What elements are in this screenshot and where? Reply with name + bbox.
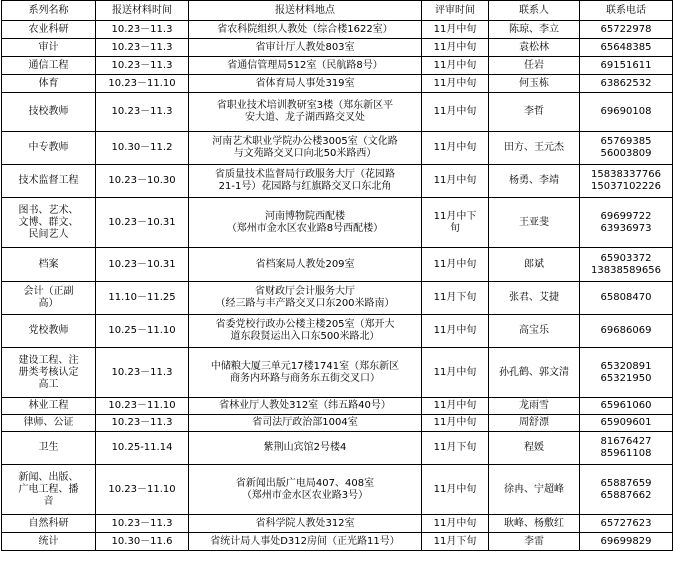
- phone-cell: 81676427 85961108: [580, 432, 673, 465]
- series-cell: 党校教师: [2, 315, 96, 348]
- table-row: [2, 465, 673, 515]
- phone-cell: 69686069: [580, 315, 673, 348]
- submit-place-cell: 省统计局人事处D312房间（正光路11号）: [189, 533, 422, 551]
- series-cell: 自然科研: [2, 515, 96, 533]
- submit-place-cell: 省通信管理局512室（民航路8号）: [189, 57, 422, 75]
- review-time-cell: 11月中旬: [422, 315, 489, 348]
- contact-cell: 陈琼、李立: [489, 21, 580, 39]
- contact-cell: 杨勇、李靖: [489, 165, 580, 198]
- header-series: 系列名称: [2, 1, 96, 21]
- table-row: [2, 533, 673, 551]
- submit-place-cell: 省林业厅人教处312室（纬五路40号）: [189, 398, 422, 415]
- contact-cell: 龙雨雪: [489, 398, 580, 415]
- table-row: [2, 248, 673, 282]
- submit-time-cell: 10.23－11.3: [96, 515, 189, 533]
- series-cell: 通信工程: [2, 57, 96, 75]
- submit-time-cell: 10.30－11.6: [96, 533, 189, 551]
- submit-time-cell: 10.23－11.3: [96, 348, 189, 398]
- phone-cell: 15838337766 15037102226: [580, 165, 673, 198]
- series-cell: 农业科研: [2, 21, 96, 39]
- series-cell: 新闻、出版、 广电工程、播 音: [2, 465, 96, 515]
- submit-time-cell: 10.23－11.3: [96, 93, 189, 132]
- table-row: [2, 132, 673, 165]
- series-cell: 律师、公证: [2, 415, 96, 432]
- table-row: [2, 315, 673, 348]
- table-row: [2, 432, 673, 465]
- contact-cell: 张君、艾捷: [489, 282, 580, 315]
- header-row: [2, 1, 673, 21]
- contact-cell: 田方、王元杰: [489, 132, 580, 165]
- contact-cell: 李哲: [489, 93, 580, 132]
- review-time-cell: 11月中旬: [422, 415, 489, 432]
- review-time-cell: 11月中旬: [422, 75, 489, 93]
- review-time-cell: 11月中旬: [422, 398, 489, 415]
- submit-time-cell: 11.10－11.25: [96, 282, 189, 315]
- submit-place-cell: 省科学院人教处312室: [189, 515, 422, 533]
- review-time-cell: 11月中旬: [422, 515, 489, 533]
- phone-cell: 65808470: [580, 282, 673, 315]
- contact-cell: 孙孔鹤、郭文清: [489, 348, 580, 398]
- series-cell: 档案: [2, 248, 96, 282]
- series-cell: 审计: [2, 39, 96, 57]
- submit-time-cell: 10.23－11.3: [96, 39, 189, 57]
- review-schedule-table: [1, 0, 673, 551]
- submit-place-cell: 省委党校行政办公楼主楼205室（郑开大 道东段贤运出入口东500米路北）: [189, 315, 422, 348]
- submit-place-cell: 省审计厅人教处803室: [189, 39, 422, 57]
- table-row: [2, 93, 673, 132]
- series-cell: 统计: [2, 533, 96, 551]
- series-cell: 卫生: [2, 432, 96, 465]
- submit-place-cell: 河南艺术职业学院办公楼3005室（文化路 与文苑路交叉口向北50米路西）: [189, 132, 422, 165]
- submit-time-cell: 10.23－11.10: [96, 398, 189, 415]
- phone-cell: 65887659 65887662: [580, 465, 673, 515]
- table-row: [2, 21, 673, 39]
- contact-cell: 周舒漂: [489, 415, 580, 432]
- submit-place-cell: 河南博物院西配楼 （郑州市金水区农业路8号西配楼）: [189, 198, 422, 248]
- submit-time-cell: 10.23－10.30: [96, 165, 189, 198]
- submit-place-cell: 省财政厅会计服务大厅 （经三路与丰产路交叉口东200米路南）: [189, 282, 422, 315]
- header-contact: 联系人: [489, 1, 580, 21]
- table-row: [2, 348, 673, 398]
- phone-cell: 69151611: [580, 57, 673, 75]
- table-row: [2, 57, 673, 75]
- phone-cell: 65320891 65321950: [580, 348, 673, 398]
- table-row: [2, 39, 673, 57]
- phone-cell: 65769385 56003809: [580, 132, 673, 165]
- header-review-time: 评审时间: [422, 1, 489, 21]
- series-cell: 体育: [2, 75, 96, 93]
- phone-cell: 65903372 13838589656: [580, 248, 673, 282]
- contact-cell: 程媛: [489, 432, 580, 465]
- submit-time-cell: 10.23－10.31: [96, 248, 189, 282]
- review-time-cell: 11月中旬: [422, 21, 489, 39]
- table-row: [2, 75, 673, 93]
- table-body: [2, 21, 673, 551]
- submit-time-cell: 10.23－11.3: [96, 21, 189, 39]
- review-time-cell: 11月中旬: [422, 465, 489, 515]
- table-row: [2, 415, 673, 432]
- series-cell: 技术监督工程: [2, 165, 96, 198]
- phone-cell: 69690108: [580, 93, 673, 132]
- submit-place-cell: 省农科院组织人教处（综合楼1622室）: [189, 21, 422, 39]
- series-cell: 图书、艺术、 文博、群文、 民间艺人: [2, 198, 96, 248]
- review-time-cell: 11月中旬: [422, 165, 489, 198]
- contact-cell: 耿峰、杨敷红: [489, 515, 580, 533]
- series-cell: 林业工程: [2, 398, 96, 415]
- header-submit-place: 报送材料地点: [189, 1, 422, 21]
- contact-cell: 郎斌: [489, 248, 580, 282]
- review-time-cell: 11月中旬: [422, 348, 489, 398]
- table-row: [2, 398, 673, 415]
- contact-cell: 李雷: [489, 533, 580, 551]
- submit-place-cell: 省新闻出版广电局407、408室 （郑州市金水区农业路3号）: [189, 465, 422, 515]
- submit-place-cell: 省质量技术监督局行政服务大厅（花园路 21-1号）花园路与红旗路交叉口东北角: [189, 165, 422, 198]
- review-time-cell: 11月中旬: [422, 39, 489, 57]
- submit-place-cell: 省档案局人教处209室: [189, 248, 422, 282]
- submit-time-cell: 10.23－10.31: [96, 198, 189, 248]
- header-phone: 联系电话: [580, 1, 673, 21]
- submit-time-cell: 10.23－11.3: [96, 57, 189, 75]
- submit-place-cell: 省司法厅政治部1004室: [189, 415, 422, 432]
- phone-cell: 65722978: [580, 21, 673, 39]
- table-row: [2, 515, 673, 533]
- table-row: [2, 282, 673, 315]
- review-time-cell: 11月中旬: [422, 57, 489, 75]
- submit-time-cell: 10.25-11.14: [96, 432, 189, 465]
- table-row: [2, 198, 673, 248]
- phone-cell: 65727623: [580, 515, 673, 533]
- header-submit-time: 报送材料时间: [96, 1, 189, 21]
- phone-cell: 69699722 63936973: [580, 198, 673, 248]
- contact-cell: 高宝乐: [489, 315, 580, 348]
- submit-time-cell: 10.23－11.3: [96, 415, 189, 432]
- series-cell: 会计（正副 高）: [2, 282, 96, 315]
- submit-place-cell: 中储粮大厦三单元17楼1741室（郑东新区 商务内环路与商务东五街交叉口）: [189, 348, 422, 398]
- phone-cell: 65909601: [580, 415, 673, 432]
- contact-cell: 徐冉、宁超峰: [489, 465, 580, 515]
- review-time-cell: 11月中旬: [422, 93, 489, 132]
- review-time-cell: 11月中下 旬: [422, 198, 489, 248]
- submit-time-cell: 10.23－11.10: [96, 75, 189, 93]
- submit-place-cell: 省职业技术培训教研室3楼（郑东新区平 安大道、龙子湖西路交叉处: [189, 93, 422, 132]
- contact-cell: 王亚斐: [489, 198, 580, 248]
- contact-cell: 任岩: [489, 57, 580, 75]
- review-time-cell: 11月下旬: [422, 282, 489, 315]
- submit-place-cell: 省体育局人事处319室: [189, 75, 422, 93]
- submit-place-cell: 紫荆山宾馆2号楼4: [189, 432, 422, 465]
- review-time-cell: 11月下旬: [422, 432, 489, 465]
- submit-time-cell: 10.23－11.10: [96, 465, 189, 515]
- series-cell: 建设工程、注 册类考核认定 高工: [2, 348, 96, 398]
- phone-cell: 65648385: [580, 39, 673, 57]
- table-row: [2, 165, 673, 198]
- phone-cell: 65961060: [580, 398, 673, 415]
- phone-cell: 63862532: [580, 75, 673, 93]
- series-cell: 中专教师: [2, 132, 96, 165]
- contact-cell: 袁松林: [489, 39, 580, 57]
- submit-time-cell: 10.25－11.10: [96, 315, 189, 348]
- phone-cell: 69699829: [580, 533, 673, 551]
- series-cell: 技校教师: [2, 93, 96, 132]
- review-time-cell: 11月中旬: [422, 248, 489, 282]
- contact-cell: 何玉栋: [489, 75, 580, 93]
- review-time-cell: 11月下旬: [422, 533, 489, 551]
- submit-time-cell: 10.30－11.2: [96, 132, 189, 165]
- review-time-cell: 11月中旬: [422, 132, 489, 165]
